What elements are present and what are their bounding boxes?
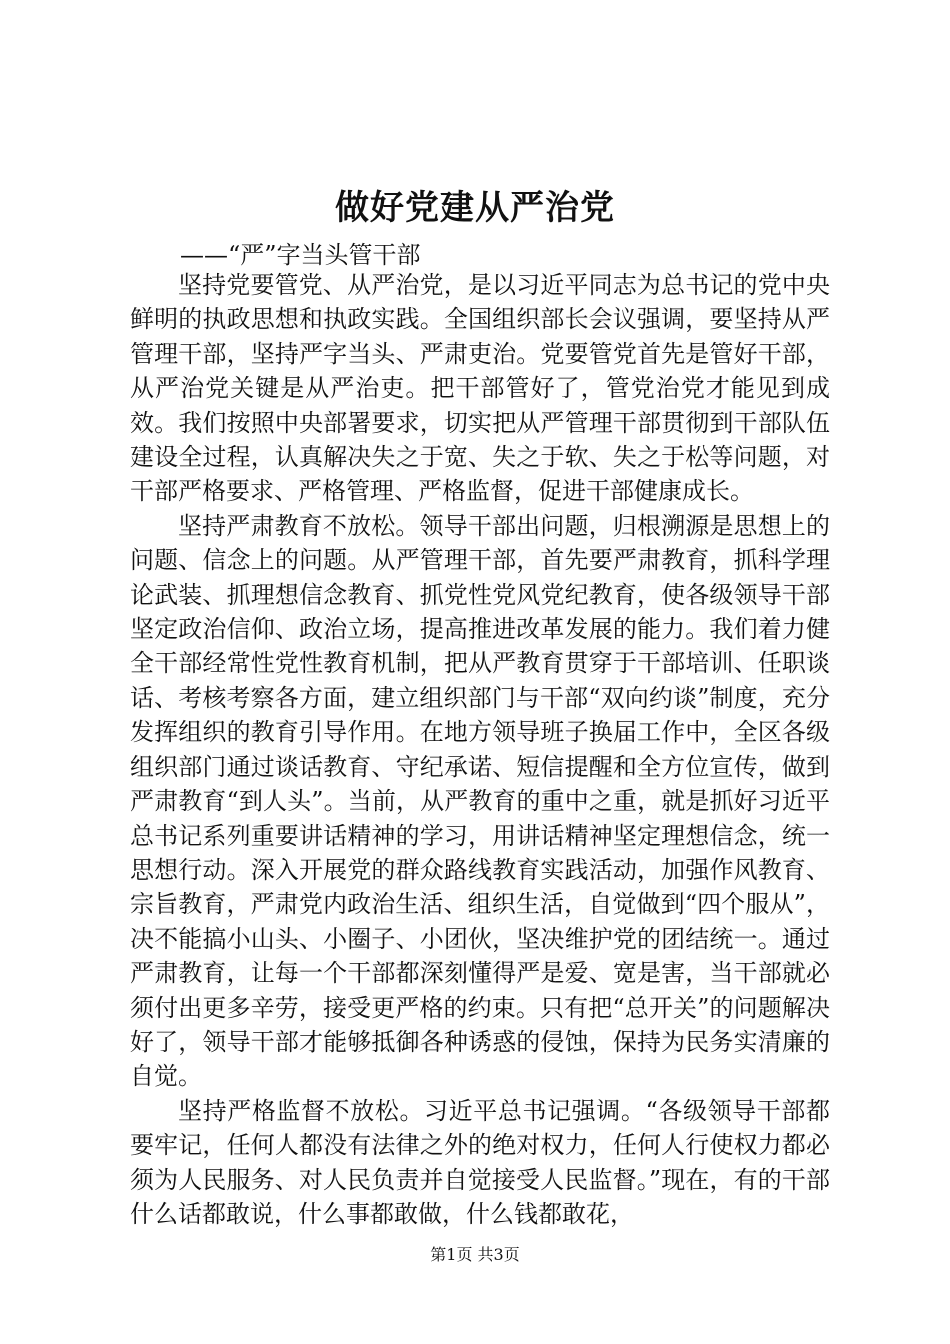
- document-title: 做好党建从严治党: [335, 188, 615, 228]
- page-footer: 第1页 共3页: [430, 1245, 520, 1264]
- document-subtitle: ——“严”字当头管干部: [180, 241, 421, 269]
- paragraph: 坚持党要管党、从严治党，是以习近平同志为总书记的党中央鲜明的执政思想和执政实践。全国组织部长会议强调，要坚持从严管理干部，坚持严字当头、严肃吏治。党要管党首先是管好干部，从严治党关键是从严治吏。把干部管好了，管党治党才能见到成效。我们按照中央部署要求，切实把从严管理干部贯彻到干部队伍建设全过程，认真解决失之于宽、失之于软、失之于松等问题，对干部严格要求、严格管理、严格监督，促进干部健康成长。: [130, 271, 830, 506]
- paragraph: 坚持严格监督不放松。习近平总书记强调。“各级领导干部都要牢记，任何人都没有法律之外的绝对权力，任何人行使权力都必须为人民服务、对人民负责并自觉接受人民监督。”现在，有的干部什么话都敢说，什么事都敢做，什么钱都敢花，: [130, 1096, 830, 1228]
- paragraph: 坚持严肃教育不放松。领导干部出问题，归根溯源是思想上的问题、信念上的问题。从严管理干部，首先要严肃教育，抓科学理论武装、抓理想信念教育、抓党性党风党纪教育，使各级领导干部坚定政治信仰、政治立场，提高推进改革发展的能力。我们着力健全干部经常性党性教育机制，把从严教育贯穿于干部培训、任职谈话、考核考察各方面，建立组织部门与干部“双向约谈”制度，充分发挥组织的教育引导作用。在地方领导班子换届工作中，全区各级组织部门通过谈话教育、守纪承诺、短信提醒和全方位宣传，做到严肃教育“到人头”。当前，从严教育的重中之重，就是抓好习近平总书记系列重要讲话精神的学习，用讲话精神坚定理想信念，统一思想行动。深入开展党的群众路线教育实践活动，加强作风教育、宗旨教育，严肃党内政治生活、组织生活，自觉做到“四个服从”，决不能搞小山头、小圈子、小团伙，坚决维护党的团结统一。通过严肃教育，让每一个干部都深刻懂得严是爱、宽是害，当干部就必须付出更多辛劳，接受更严格的约束。只有把“总开关”的问题解决好了，领导干部才能够抵御各种诱惑的侵蚀，保持为民务实清廉的自觉。: [130, 511, 830, 1091]
- document-body: [130, 268, 830, 1231]
